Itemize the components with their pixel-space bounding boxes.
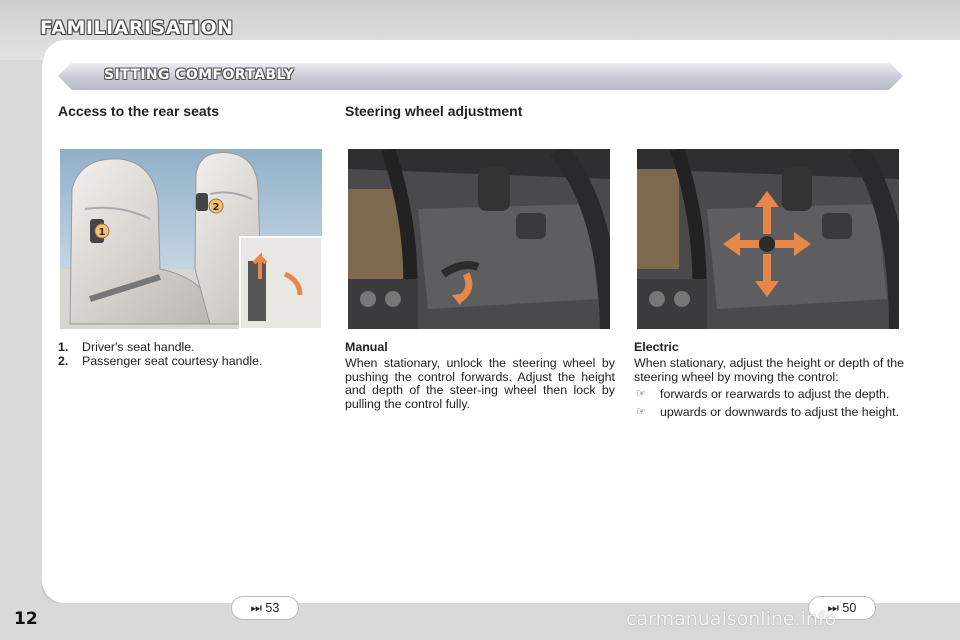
page-ref-link-50[interactable]: ⏭ 50 — [808, 596, 876, 620]
rear-seats-heading: Access to the rear seats — [58, 103, 220, 119]
electric-adjust-photo — [637, 149, 899, 329]
photo-callout-1: 1 — [98, 227, 106, 238]
list-item — [58, 355, 318, 368]
pointing-hand-icon: ☞ — [636, 405, 646, 418]
manual-block — [345, 341, 615, 411]
page-ref-link-53[interactable]: ⏭ 53 — [231, 596, 299, 620]
list-item — [58, 341, 318, 354]
manual-title: Manual — [345, 340, 388, 354]
photo-callout-2: 2 — [212, 202, 220, 213]
bullet-text: forwards or rearwards to adjust the depth. — [660, 387, 890, 402]
page-number: 12 — [14, 609, 38, 629]
bullet-text: upwards or downwards to adjust the height. — [660, 404, 900, 419]
electric-text: When stationary, adjust the height or depth of the steering wheel by moving the control: — [634, 356, 904, 384]
item-text: Driver's seat handle. — [82, 340, 195, 354]
rear-seats-photo — [60, 149, 322, 329]
seats-illustration — [60, 149, 322, 329]
watermark: carmanualsonline.info — [626, 608, 837, 630]
item-number: 2. — [58, 354, 69, 369]
steering-heading: Steering wheel adjustment — [345, 103, 523, 119]
list-item — [634, 406, 904, 419]
dashboard-manual-illustration — [348, 149, 610, 329]
dashboard-electric-illustration — [637, 149, 899, 329]
manual-adjust-photo — [348, 149, 610, 329]
rear-seats-list — [58, 341, 318, 370]
manual-text: When stationary, unlock the steering wheel by pushing the control forwards. Adjust the height and depth of the steer-ing wheel then lock by pulling the control fully. — [345, 356, 615, 411]
electric-title: Electric — [634, 340, 679, 354]
list-item — [634, 388, 904, 401]
page-header: FAMILIARISATION — [40, 17, 234, 39]
pointing-hand-icon: ☞ — [636, 388, 646, 401]
section-title: SITTING COMFORTABLY — [104, 67, 295, 83]
item-text: Passenger seat courtesy handle. — [82, 354, 263, 369]
electric-block — [634, 341, 904, 419]
item-number: 1. — [58, 340, 69, 354]
